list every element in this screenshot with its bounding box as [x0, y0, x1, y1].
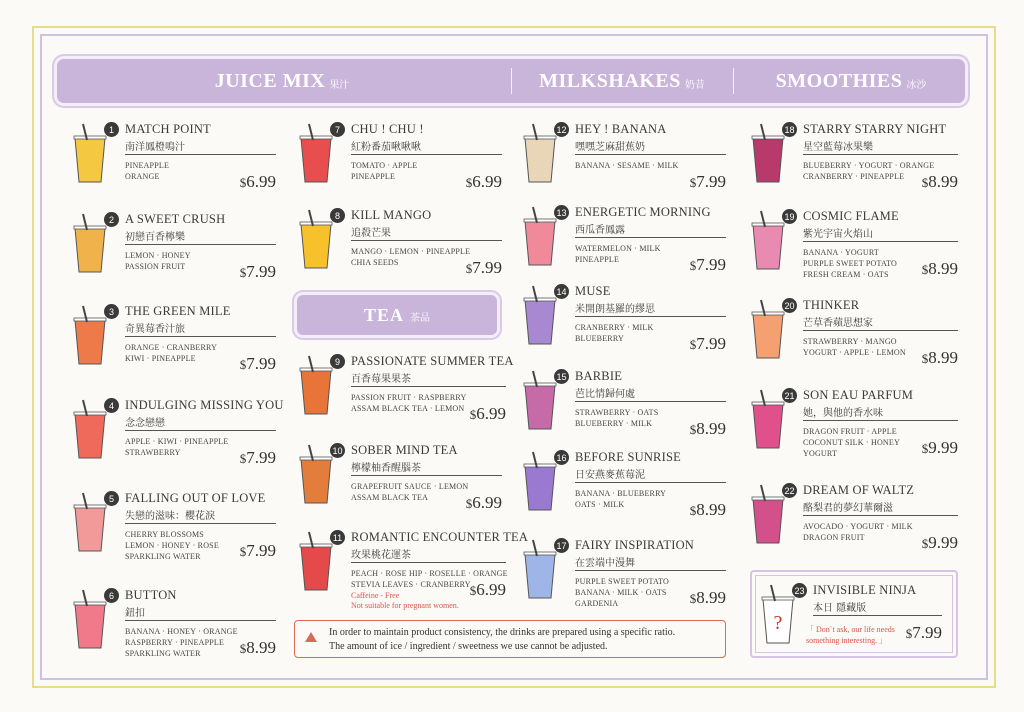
item-chinese-name: 玫果桃花運茶 — [351, 550, 411, 561]
price-value: 7.99 — [246, 448, 276, 467]
tea-header-zh: 茶品 — [410, 313, 430, 324]
menu-item[interactable] — [520, 448, 726, 528]
item-chinese-name: 追殺芒果 — [351, 228, 391, 239]
item-price — [240, 638, 276, 658]
item-ingredients: OATS · MILK — [575, 500, 625, 509]
item-name: THINKER — [803, 298, 860, 312]
cup-shape — [75, 320, 105, 364]
item-name: MATCH POINT — [125, 122, 211, 136]
cup-shape — [525, 385, 555, 429]
menu-item[interactable] — [296, 528, 529, 610]
item-price — [922, 533, 958, 553]
item-chinese-name: 紅粉番茄啾啾啾 — [351, 142, 421, 153]
item-price — [690, 588, 726, 608]
item-name: DREAM OF WALTZ — [803, 483, 915, 497]
item-quote: 「 Don`t ask, our life needs — [806, 625, 895, 634]
price-value: 6.99 — [472, 493, 502, 512]
item-name: SOBER MIND TEA — [351, 443, 458, 457]
item-number: 19 — [782, 209, 797, 224]
item-number: 7 — [330, 122, 345, 137]
item-number: 9 — [330, 354, 345, 369]
price-value: 9.99 — [928, 438, 958, 457]
item-name: FALLING OUT OF LOVE — [125, 491, 266, 505]
item-chinese-name: 本日 隱藏版 — [813, 603, 867, 614]
item-number: 16 — [554, 450, 569, 465]
item-ingredients: BANANA · YOGURT — [803, 248, 879, 257]
currency-symbol: $ — [239, 265, 247, 280]
cup-rim-shape — [524, 136, 556, 139]
price-value: 9.99 — [928, 533, 958, 552]
item-ingredients: SPARKLING WATER — [125, 649, 201, 658]
item-number: 21 — [782, 388, 797, 403]
item-ingredients: MANGO · LEMON · PINEAPPLE — [351, 247, 471, 256]
item-ingredients: BLUEBERRY · YOGURT · ORANGE — [803, 161, 935, 170]
cup-shape — [75, 604, 105, 648]
menu-item[interactable] — [70, 302, 276, 382]
item-name: INDULGING MISSING YOU — [125, 398, 284, 412]
item-name: KILL MANGO — [351, 208, 432, 222]
item-ingredients: PURPLE SWEET POTATO — [575, 577, 669, 586]
item-ingredients: SPARKLING WATER — [125, 552, 201, 561]
item-ingredients: GRAPEFRUIT SAUCE · LEMON — [351, 482, 469, 491]
item-price — [922, 348, 958, 368]
cup-shape — [753, 499, 783, 543]
item-ingredients: YOGURT · APPLE · LEMON — [803, 348, 906, 357]
currency-symbol: $ — [239, 451, 247, 466]
item-ingredients: PASSION FRUIT · RASPBERRY — [351, 393, 467, 402]
currency-symbol: $ — [465, 261, 473, 276]
item-chinese-name: 芭比情歸何處 — [575, 389, 635, 400]
item-ingredients: LEMON · HONEY — [125, 251, 191, 260]
price-value: 8.99 — [246, 638, 276, 657]
cup-shape — [301, 370, 331, 414]
item-chinese-name: 嘿嘿芝麻甜蕉奶 — [575, 142, 645, 153]
item-number: 22 — [782, 483, 797, 498]
item-ingredients: CHERRY BLOSSOMS — [125, 530, 204, 539]
item-divider — [803, 241, 958, 242]
item-divider — [575, 401, 726, 402]
item-ingredients: STRAWBERRY — [125, 448, 181, 457]
item-chinese-name: 鈕扣 — [125, 608, 145, 619]
currency-symbol: $ — [465, 175, 473, 190]
item-ingredients: BANANA · HONEY · ORANGE — [125, 627, 238, 636]
cup-shape — [301, 138, 331, 182]
item-number: 17 — [554, 538, 569, 553]
cup-rim-shape — [300, 457, 332, 460]
price-value: 8.99 — [928, 172, 958, 191]
item-ingredients: CRANBERRY · PINEAPPLE — [803, 172, 905, 181]
item-divider — [803, 330, 958, 331]
item-chinese-name: 西瓜香鳳露 — [575, 225, 625, 236]
currency-symbol: $ — [921, 351, 929, 366]
notice-line-2: The amount of ice / ingredient / sweetness we use cannot be adjusted. — [329, 641, 608, 652]
menu-item[interactable] — [70, 586, 276, 666]
item-divider — [125, 620, 276, 621]
currency-symbol: $ — [921, 262, 929, 277]
header-smoothie-en: SMOOTHIES — [775, 69, 903, 92]
header-juice-en: JUICE MIX — [214, 69, 326, 92]
item-divider — [351, 386, 506, 387]
price-value: 7.99 — [912, 623, 942, 642]
item-divider — [351, 154, 502, 155]
cup-rim-shape — [300, 136, 332, 139]
cup-rim-shape — [300, 368, 332, 371]
cup-rim-shape — [74, 602, 106, 605]
item-ingredients: PINEAPPLE — [125, 161, 170, 170]
item-price — [240, 354, 276, 374]
currency-symbol: $ — [239, 175, 247, 190]
item-price — [466, 258, 502, 278]
item-name: BUTTON — [125, 588, 177, 602]
price-value: 8.99 — [928, 348, 958, 367]
item-number: 23 — [792, 583, 807, 598]
menu-item[interactable] — [520, 120, 726, 200]
item-ingredients: DRAGON FRUIT — [803, 533, 865, 542]
cup-shape — [753, 404, 783, 448]
item-price — [922, 438, 958, 458]
item-name: COSMIC FLAME — [803, 209, 899, 223]
item-name: CHU ! CHU ! — [351, 122, 424, 136]
item-ingredients: DRAGON FRUIT · APPLE — [803, 427, 897, 436]
notice-line-1: In order to maintain product consistency, the drinks are prepared using a specific ratio. — [329, 627, 676, 638]
menu-item[interactable] — [758, 581, 942, 661]
cup-rim-shape — [74, 136, 106, 139]
item-chinese-name: 百香莓果果茶 — [351, 374, 411, 385]
item-price — [690, 500, 726, 520]
tea-header-en: TEA — [363, 304, 404, 325]
item-price — [690, 334, 726, 354]
currency-symbol: $ — [921, 536, 929, 551]
item-price — [690, 255, 726, 275]
item-number: 6 — [104, 588, 119, 603]
item-ingredients: KIWI · PINEAPPLE — [125, 354, 196, 363]
cup-rim-shape — [524, 464, 556, 467]
header-smoothies — [734, 56, 968, 106]
item-divider — [803, 515, 958, 516]
price-value: 7.99 — [696, 172, 726, 191]
item-price — [240, 448, 276, 468]
currency-symbol: $ — [239, 641, 247, 656]
item-ingredients: LEMON · HONEY · ROSE — [125, 541, 219, 550]
item-chinese-name: 日安燕麥蕉莓泥 — [575, 470, 645, 481]
item-number: 11 — [330, 530, 345, 545]
menu-item[interactable] — [296, 206, 502, 286]
item-price — [240, 541, 276, 561]
category-header — [54, 56, 968, 106]
item-number: 20 — [782, 298, 797, 313]
cup-rim-shape — [74, 226, 106, 229]
item-ingredients: CRANBERRY · MILK — [575, 323, 654, 332]
cup-shape — [753, 314, 783, 358]
item-price — [922, 259, 958, 279]
item-number: 2 — [104, 212, 119, 227]
item-divider — [125, 336, 276, 337]
item-ingredients: BLUEBERRY · MILK — [575, 419, 653, 428]
item-chinese-name: 失戀的滋味：櫻花淚 — [125, 511, 215, 522]
item-ingredients: BANANA · BLUEBERRY — [575, 489, 667, 498]
price-value: 8.99 — [696, 419, 726, 438]
currency-symbol: $ — [689, 591, 697, 606]
item-divider — [125, 154, 276, 155]
item-number: 12 — [554, 122, 569, 137]
item-price — [466, 172, 502, 192]
item-chinese-name: 在雲端中漫舞 — [575, 558, 635, 569]
price-value: 7.99 — [246, 354, 276, 373]
item-price — [240, 262, 276, 282]
cup-shape — [525, 466, 555, 510]
item-divider — [803, 420, 958, 421]
item-ingredients: STRAWBERRY · MANGO — [803, 337, 897, 346]
price-value: 8.99 — [696, 588, 726, 607]
currency-symbol: $ — [465, 496, 473, 511]
menu-item[interactable] — [520, 282, 726, 362]
item-ingredients: COCONUT SILK · HONEY — [803, 438, 900, 447]
menu-item[interactable] — [748, 386, 958, 466]
cup-shape — [525, 221, 555, 265]
item-price — [240, 172, 276, 192]
currency-symbol: $ — [921, 175, 929, 190]
item-price — [466, 493, 502, 513]
price-value: 7.99 — [472, 258, 502, 277]
item-chinese-name: 星空藍莓冰果樂 — [803, 142, 873, 153]
item-number: 3 — [104, 304, 119, 319]
item-chinese-name: 她，與他的香水味 — [803, 408, 883, 419]
item-chinese-name: 奇異莓香汁旅 — [125, 324, 185, 335]
item-divider — [813, 615, 942, 616]
item-ingredients: PINEAPPLE — [575, 255, 620, 264]
header-juice-zh: 果汁 — [329, 79, 350, 91]
price-value: 8.99 — [696, 500, 726, 519]
item-name: SON EAU PARFUM — [803, 388, 914, 402]
item-quote: something interesting. 」 — [806, 636, 888, 645]
item-ingredients: STEVIA LEAVES · CRANBERRY — [351, 580, 471, 589]
menu-item[interactable] — [296, 120, 502, 200]
item-number: 18 — [782, 122, 797, 137]
item-ingredients: RASPBERRY · PINEAPPLE — [125, 638, 225, 647]
item-ingredients: GARDENIA — [575, 599, 619, 608]
item-divider — [125, 244, 276, 245]
cup-shape — [75, 138, 105, 182]
item-chinese-name: 檸檬柚香醒腦茶 — [351, 463, 421, 474]
item-divider — [575, 154, 726, 155]
header-juice-mix — [54, 56, 510, 106]
item-number: 4 — [104, 398, 119, 413]
item-ingredients: ORANGE — [125, 172, 160, 181]
item-price — [922, 172, 958, 192]
item-price — [906, 623, 942, 643]
price-value: 7.99 — [246, 262, 276, 281]
item-chinese-name: 芒草香蘋思想家 — [803, 318, 873, 329]
menu-item[interactable] — [748, 207, 958, 287]
item-divider — [575, 237, 726, 238]
cup-rim-shape — [300, 222, 332, 225]
item-number: 8 — [330, 208, 345, 223]
header-milk-en: MILKSHAKES — [539, 69, 681, 92]
item-ingredients: APPLE · KIWI · PINEAPPLE — [125, 437, 229, 446]
item-ingredients: BANANA · MILK · OATS — [575, 588, 667, 597]
item-ingredients: FRESH CREAM · OATS — [803, 270, 889, 279]
item-name: ROMANTIC ENCOUNTER TEA — [351, 530, 529, 544]
notice-box — [294, 620, 726, 658]
item-name: HEY ! BANANA — [575, 122, 667, 136]
item-name: BARBIE — [575, 369, 623, 383]
price-value: 6.99 — [472, 172, 502, 191]
currency-symbol: $ — [905, 626, 913, 641]
item-name: STARRY STARRY NIGHT — [803, 122, 947, 136]
price-value: 8.99 — [928, 259, 958, 278]
question-mark-icon: ? — [773, 612, 783, 634]
item-name: THE GREEN MILE — [125, 304, 231, 318]
item-ingredients: CHIA SEEDS — [351, 258, 399, 267]
item-ingredients: PINEAPPLE — [351, 172, 396, 181]
price-value: 7.99 — [696, 255, 726, 274]
item-ingredients: BLUEBERRY — [575, 334, 624, 343]
cup-shape — [75, 228, 105, 272]
item-divider — [575, 482, 726, 483]
item-number: 15 — [554, 369, 569, 384]
menu-item[interactable] — [520, 203, 726, 283]
item-ingredients: WATERMELON · MILK — [575, 244, 661, 253]
item-number: 10 — [330, 443, 345, 458]
menu-item[interactable] — [70, 120, 276, 200]
cup-shape — [753, 225, 783, 269]
currency-symbol: $ — [921, 441, 929, 456]
cup-shape — [525, 554, 555, 598]
currency-symbol: $ — [689, 175, 697, 190]
item-price — [470, 404, 506, 424]
item-divider — [803, 154, 958, 155]
cup-shape — [525, 300, 555, 344]
item-chinese-name: 酪梨君的夢幻華爾滋 — [803, 503, 893, 514]
item-name: A SWEET CRUSH — [125, 212, 226, 226]
cup-rim-shape — [524, 298, 556, 301]
item-number: 14 — [554, 284, 569, 299]
item-price — [690, 172, 726, 192]
cup-rim-shape — [524, 219, 556, 222]
cup-shape — [301, 546, 331, 590]
cup-rim-shape — [300, 544, 332, 547]
menu-item[interactable] — [70, 210, 276, 290]
item-ingredients: ORANGE · CRANBERRY — [125, 343, 218, 352]
item-number: 5 — [104, 491, 119, 506]
currency-symbol: $ — [239, 544, 247, 559]
cup-shape — [301, 459, 331, 503]
currency-symbol: $ — [689, 258, 697, 273]
cup-shape — [75, 414, 105, 458]
currency-symbol: $ — [689, 503, 697, 518]
menu-item[interactable] — [520, 536, 726, 616]
item-divider — [351, 475, 502, 476]
cup-rim-shape — [524, 552, 556, 555]
header-milk-zh: 奶昔 — [684, 79, 705, 91]
item-name: BEFORE SUNRISE — [575, 450, 681, 464]
cup-rim-shape — [752, 223, 784, 226]
item-price — [470, 580, 506, 600]
cup-shape — [301, 224, 331, 268]
item-ingredients: PEACH · ROSE HIP · ROSELLE · ORANGE — [351, 569, 508, 578]
currency-symbol: $ — [689, 422, 697, 437]
cup-shape — [753, 138, 783, 182]
menu-item[interactable] — [748, 120, 958, 200]
item-divider — [575, 316, 726, 317]
currency-symbol: $ — [689, 337, 697, 352]
warning-triangle-icon — [305, 632, 317, 642]
cup-shape — [525, 138, 555, 182]
cup-rim-shape — [74, 412, 106, 415]
item-chinese-name: 南洋鳳橙鳴汁 — [125, 142, 185, 153]
item-ingredients: ASSAM BLACK TEA · LEMON — [351, 404, 465, 413]
item-divider — [351, 240, 502, 241]
cup-rim-shape — [752, 136, 784, 139]
menu-item[interactable] — [520, 367, 726, 447]
price-value: 6.99 — [246, 172, 276, 191]
item-ingredients: AVOCADO · YOGURT · MILK — [803, 522, 913, 531]
item-divider — [125, 430, 276, 431]
menu-item[interactable] — [748, 481, 958, 561]
item-number: 13 — [554, 205, 569, 220]
menu-item[interactable] — [748, 296, 958, 376]
cup-rim-shape — [74, 318, 106, 321]
item-chinese-name: 米開朗基羅的繆思 — [575, 304, 655, 315]
item-name: ENERGETIC MORNING — [575, 205, 711, 219]
item-name: FAIRY INSPIRATION — [575, 538, 695, 552]
cup-rim-shape — [74, 505, 106, 508]
price-value: 7.99 — [246, 541, 276, 560]
item-ingredients: YOGURT — [803, 449, 838, 458]
cup-rim-shape — [752, 497, 784, 500]
currency-symbol: $ — [469, 583, 477, 598]
menu-item[interactable] — [70, 396, 284, 476]
item-ingredients: ASSAM BLACK TEA — [351, 493, 429, 502]
item-name: INVISIBLE NINJA — [813, 583, 917, 597]
menu-item[interactable] — [296, 352, 514, 432]
item-divider — [125, 523, 276, 524]
item-warning-note: Not suitable for pregnant women. — [351, 601, 459, 610]
item-ingredients: STRAWBERRY · OATS — [575, 408, 659, 417]
item-chinese-name: 念念戀戀 — [125, 418, 165, 429]
price-value: 7.99 — [696, 334, 726, 353]
menu-item[interactable] — [296, 441, 502, 521]
item-divider — [351, 562, 506, 563]
menu-item[interactable] — [70, 489, 276, 569]
price-value: 6.99 — [476, 580, 506, 599]
header-milkshakes — [512, 56, 732, 106]
item-divider — [575, 570, 726, 571]
item-chinese-name: 紫光宇宙火焰山 — [803, 229, 873, 240]
item-name: MUSE — [575, 284, 611, 298]
item-ingredients: PASSION FRUIT — [125, 262, 186, 271]
item-price — [690, 419, 726, 439]
price-value: 6.99 — [476, 404, 506, 423]
item-ingredients: PURPLE SWEET POTATO — [803, 259, 897, 268]
item-number: 1 — [104, 122, 119, 137]
cup-rim-shape — [752, 312, 784, 315]
currency-symbol: $ — [469, 407, 477, 422]
cup-rim-shape — [524, 383, 556, 386]
tea-section-header — [294, 292, 500, 338]
cup-rim-shape — [762, 597, 794, 600]
item-ingredients: TOMATO · APPLE — [351, 161, 418, 170]
cup-shape — [75, 507, 105, 551]
cup-rim-shape — [752, 402, 784, 405]
item-chinese-name: 初戀百香檸樂 — [125, 232, 185, 243]
currency-symbol: $ — [239, 357, 247, 372]
header-smoothie-zh: 冰沙 — [906, 79, 927, 91]
item-ingredients: BANANA · SESAME · MILK — [575, 161, 679, 170]
item-warning-note: Caffeine - Free — [351, 591, 400, 600]
item-name: PASSIONATE SUMMER TEA — [351, 354, 514, 368]
